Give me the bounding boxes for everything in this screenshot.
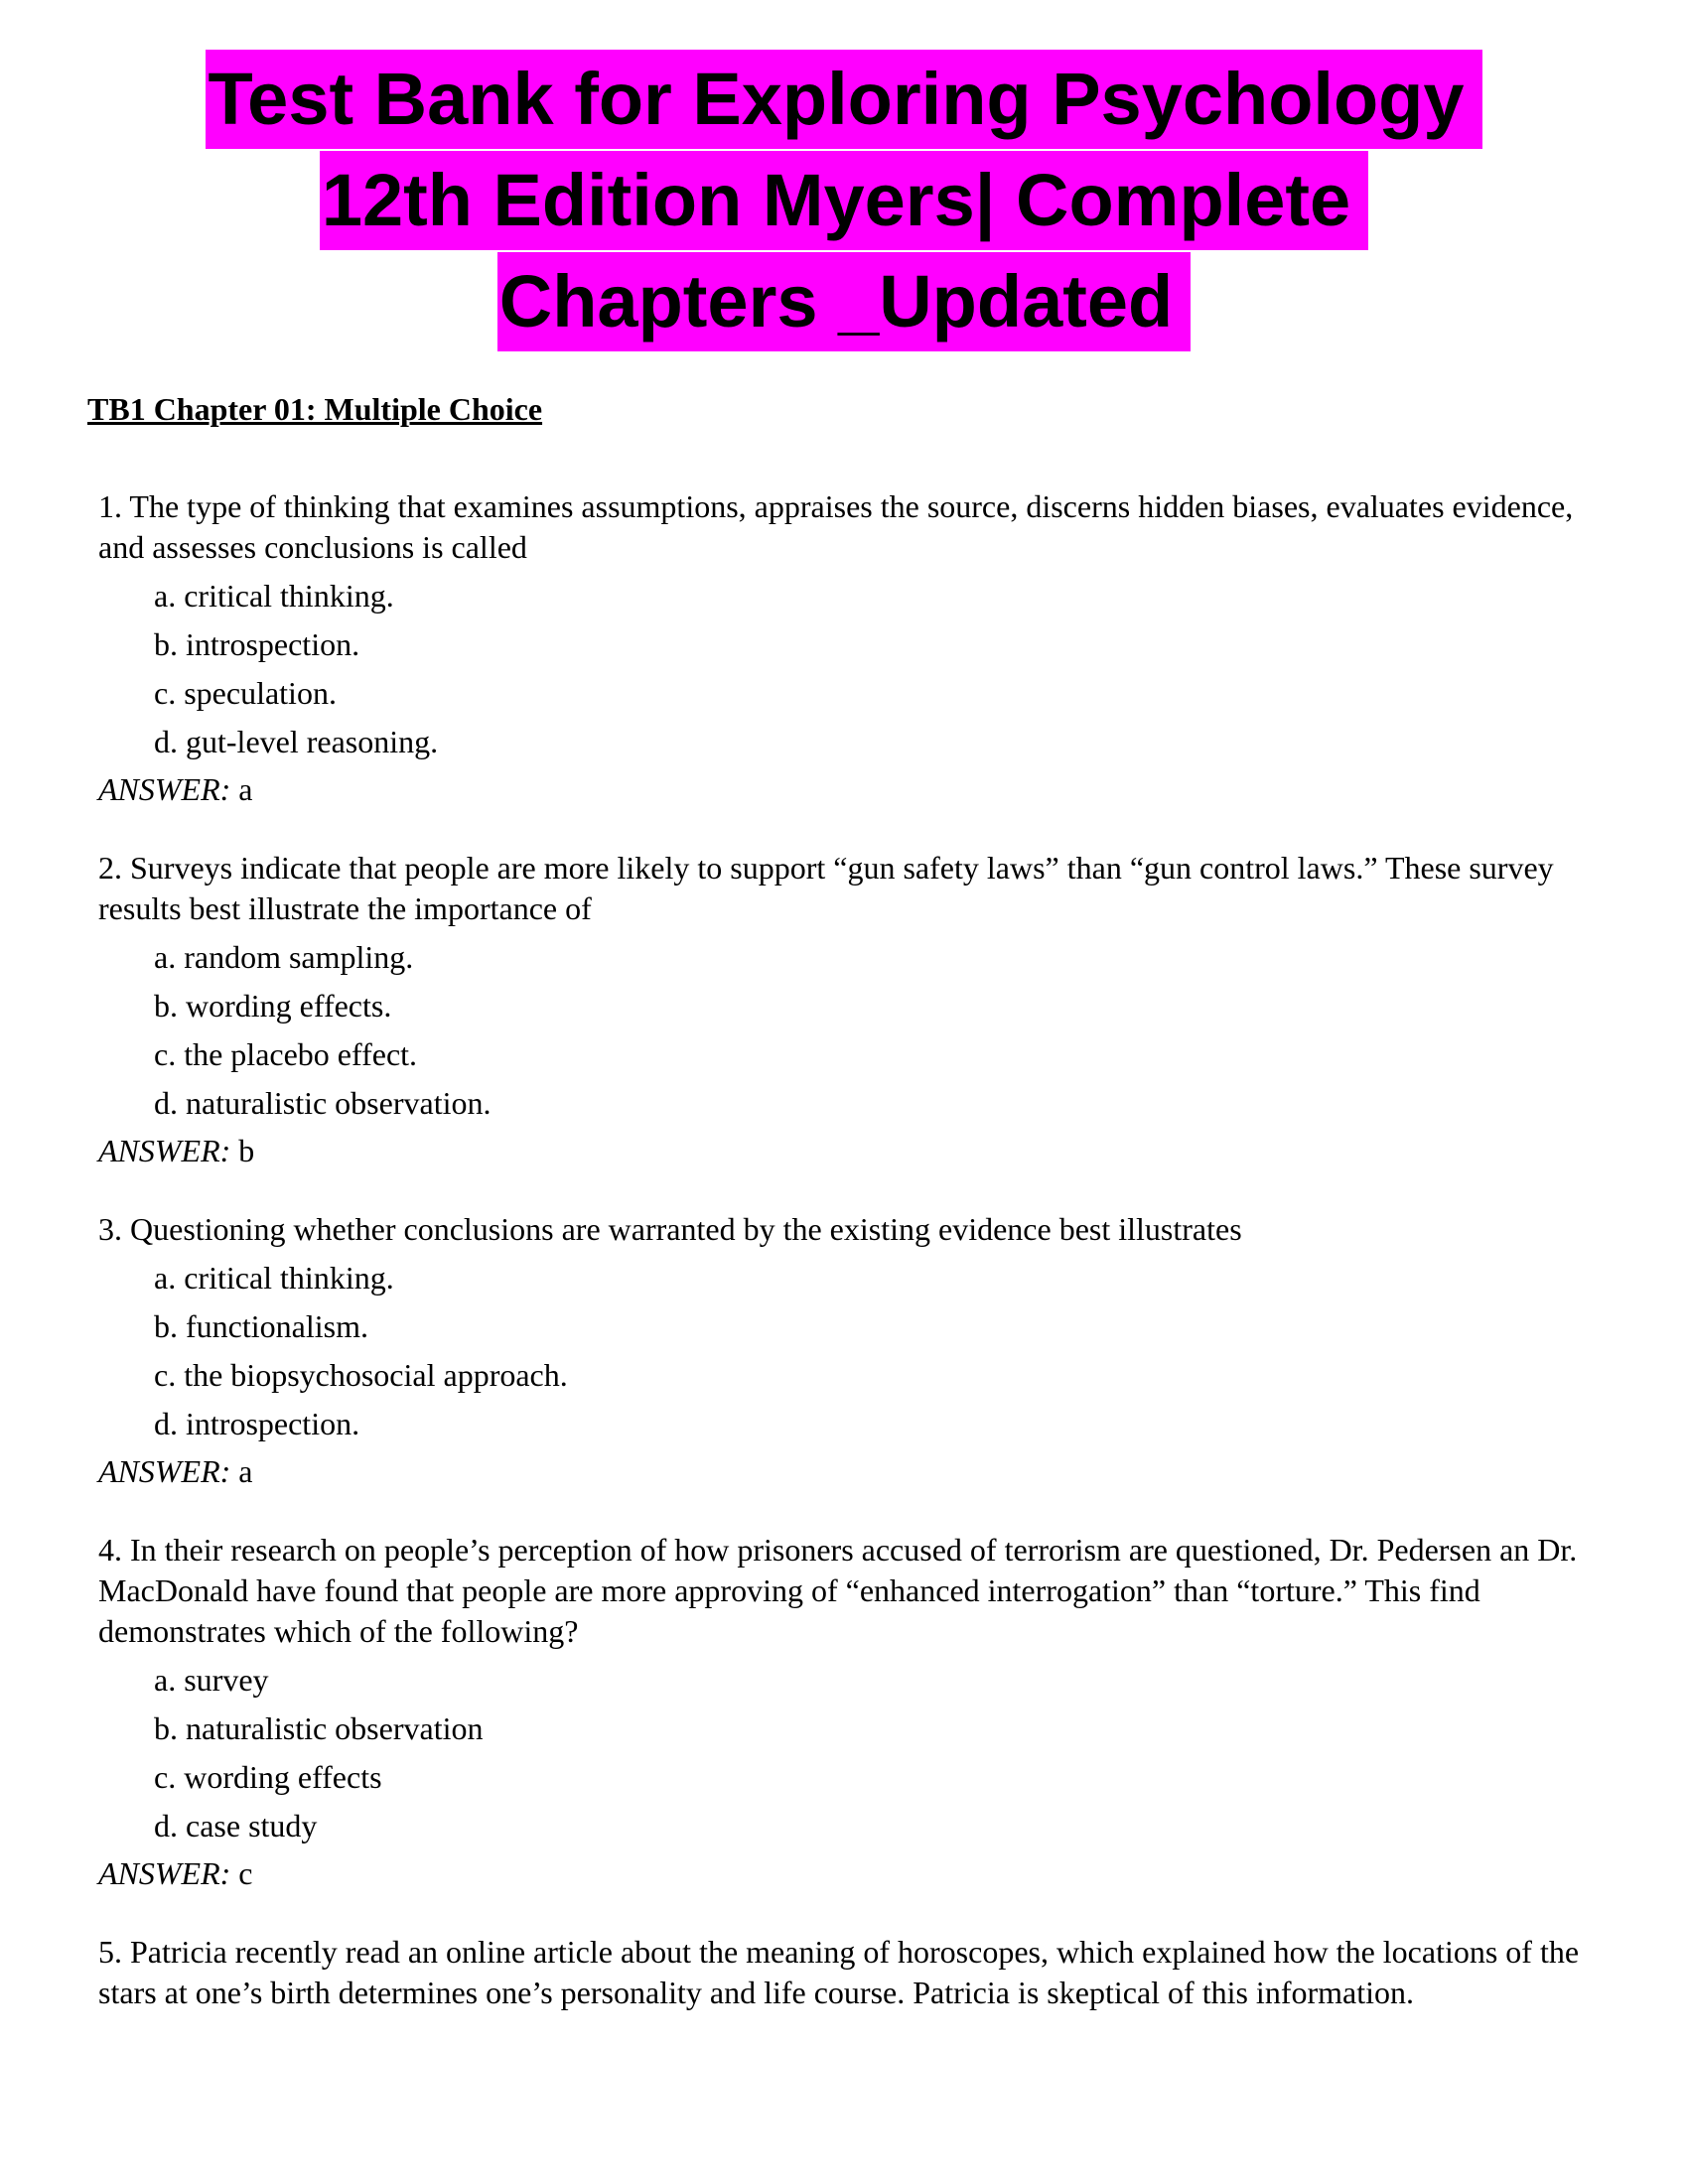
answer-value: a [238, 771, 253, 807]
option-b: b. wording effects. [154, 988, 392, 1024]
question-3 [98, 1209, 1608, 1494]
section-heading: TB1 Chapter 01: Multiple Choice [87, 391, 543, 427]
option-a: a. survey [154, 1662, 269, 1698]
option-d: d. case study [154, 1808, 318, 1843]
option-b: b. naturalistic observation [154, 1710, 484, 1746]
question-stem: 3. Questioning whether conclusions are warranted by the existing evidence best illustrates [98, 1211, 1242, 1247]
option-d: d. introspection. [154, 1406, 360, 1441]
answer-line [98, 1448, 1608, 1494]
question-4 [98, 1530, 1608, 1896]
answer-value: a [238, 1453, 253, 1489]
option-a: a. critical thinking. [154, 1260, 394, 1296]
title-line [0, 50, 1688, 149]
option-list [98, 933, 1608, 1128]
question-stem: 2. Surveys indicate that people are more likely to support “gun safety laws” than “gun control laws.” These survey results best illustrate the importance of [98, 850, 1554, 926]
question-2 [98, 848, 1608, 1173]
question-1 [98, 486, 1608, 812]
title-line-text: Test Bank for Exploring Psychology [206, 50, 1481, 149]
option-a: a. random sampling. [154, 939, 414, 975]
answer-line [98, 1850, 1608, 1896]
title-line-text: 12th Edition Myers| Complete [320, 151, 1368, 250]
option-b: b. functionalism. [154, 1308, 368, 1344]
option-d: d. naturalistic observation. [154, 1085, 492, 1121]
title-line-text: Chapters _Updated [497, 252, 1191, 351]
option-list [98, 572, 1608, 766]
answer-line [98, 1128, 1608, 1173]
answer-label: ANSWER: [98, 1133, 231, 1168]
question-5 [98, 1932, 1608, 2013]
option-c: c. the biopsychosocial approach. [154, 1357, 568, 1393]
title-line [0, 252, 1688, 351]
title-line [0, 151, 1688, 250]
answer-label: ANSWER: [98, 1855, 231, 1891]
question-stem: 5. Patricia recently read an online article about the meaning of horoscopes, which explained how the locations of the stars at one’s birth determines one’s personality and life course. Patricia is skeptical of this information. [98, 1934, 1580, 2010]
option-c: c. speculation. [154, 675, 337, 711]
option-list [98, 1254, 1608, 1448]
option-b: b. introspection. [154, 626, 360, 662]
answer-value: c [238, 1855, 253, 1891]
answer-line [98, 766, 1608, 812]
option-list [98, 1656, 1608, 1850]
option-d: d. gut-level reasoning. [154, 724, 439, 759]
answer-label: ANSWER: [98, 771, 231, 807]
answer-label: ANSWER: [98, 1453, 231, 1489]
question-list [98, 486, 1608, 2049]
option-c: c. wording effects [154, 1759, 382, 1795]
question-stem: 1. The type of thinking that examines assumptions, appraises the source, discerns hidden biases, evaluates evidence, and assesses conclusions is called [98, 488, 1574, 565]
option-c: c. the placebo effect. [154, 1036, 418, 1072]
option-a: a. critical thinking. [154, 578, 394, 614]
question-stem: 4. In their research on people’s perception of how prisoners accused of terrorism are questioned, Dr. Pedersen an Dr. MacDonald have found that people are more approving of “enhanced interrogation” than “torture.” This find demonstrates which of the following? [98, 1532, 1578, 1649]
document-title [0, 50, 1688, 353]
answer-value: b [238, 1133, 255, 1168]
